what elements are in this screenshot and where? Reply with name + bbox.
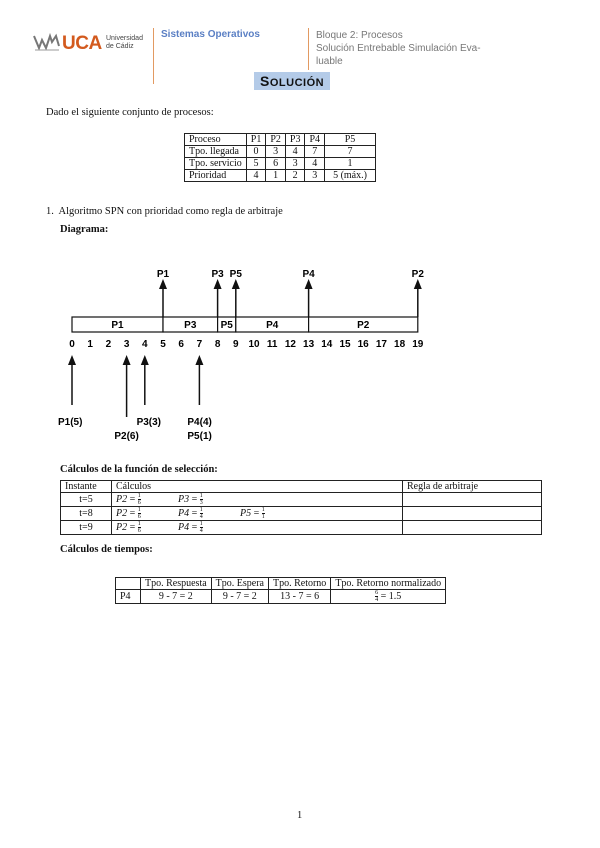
gantt-tick-label: 18	[394, 339, 406, 350]
table-cell: 3	[305, 170, 325, 182]
gantt-tick-label: 12	[284, 339, 296, 350]
selection-ratio: P2 = $\frac{1}{6}$	[116, 521, 141, 534]
table-cell: Tpo. Retorno	[268, 578, 330, 590]
table-cell: 5 (máx.)	[325, 170, 376, 182]
block-title: Bloque 2: Procesos Solución Entrebable Simulación Eva- luable	[316, 30, 481, 67]
selection-ratio: P5 = $\frac{1}{1}$	[240, 507, 265, 520]
gantt-segment-label: P4	[266, 320, 279, 331]
table-row	[185, 170, 376, 182]
table-cell: 5	[246, 158, 266, 170]
table-cell: 13 - 7 = 6	[268, 590, 330, 604]
gantt-tick-label: 5	[160, 339, 166, 350]
selection-ratio: P4 = $\frac{1}{4}$	[178, 507, 203, 520]
process-table	[184, 133, 376, 182]
process-name: P4	[178, 521, 190, 533]
gantt-diagram	[0, 255, 600, 450]
gantt-tick-label: 3	[123, 339, 130, 350]
arrival-label: P2(6)	[114, 431, 139, 442]
table-row	[61, 493, 542, 507]
table-cell: Regla de arbitraje	[403, 481, 542, 493]
page-title: SOLUCIÓN	[254, 72, 330, 90]
table-cell	[116, 578, 141, 590]
fraction: $\frac{1}{3}$	[199, 493, 203, 506]
table-cell: 0	[246, 146, 266, 158]
table-cell	[403, 507, 542, 521]
completion-arrow-head	[159, 279, 167, 289]
gantt-tick-label: 4	[142, 339, 148, 350]
table-cell: 3	[285, 158, 305, 170]
table-cell: Cálculos	[112, 481, 403, 493]
table-cell: Tpo. Retorno normalizado	[331, 578, 446, 590]
list-item-number: 1.	[46, 206, 54, 217]
process-name: P2	[116, 507, 128, 519]
gantt-tick-label: 11	[266, 339, 278, 350]
fraction: $\frac{1}{6}$	[137, 507, 141, 520]
table-cell: Tpo. servicio	[185, 158, 247, 170]
table-cell	[112, 493, 403, 507]
table-cell: 4	[285, 146, 305, 158]
gantt-segment-label: P3	[184, 320, 197, 331]
table-cell: Tpo. llegada	[185, 146, 247, 158]
table-row	[116, 590, 446, 604]
arrival-label: P4(4)	[187, 417, 212, 428]
completion-label: P1	[156, 269, 170, 280]
completion-label: P5	[229, 269, 242, 280]
table-cell: 4	[246, 170, 266, 182]
table-cell: 7	[325, 146, 376, 158]
table-header-row	[61, 481, 542, 493]
table-cell: P1	[246, 134, 266, 146]
gantt-tick-label: 0	[69, 339, 75, 350]
table-cell: P4	[305, 134, 325, 146]
table-row	[61, 507, 542, 521]
table-cell: 1	[325, 158, 376, 170]
table-header-row	[116, 578, 446, 590]
selection-table	[60, 480, 542, 535]
fraction: $\frac{1}{6}$	[137, 493, 141, 506]
process-name: P5	[240, 507, 252, 519]
arrival-arrow-head	[195, 355, 203, 365]
completion-label: P3	[211, 269, 224, 280]
gantt-tick-label: 13	[303, 339, 315, 350]
table-cell: Proceso	[185, 134, 247, 146]
process-name: P3	[178, 493, 190, 505]
list-item	[46, 206, 283, 217]
fraction: $\frac{6}{4}$	[375, 590, 379, 603]
table-row	[61, 521, 542, 535]
arrival-arrow-head	[123, 355, 131, 365]
table-cell: P4	[116, 590, 141, 604]
table-cell: P3	[285, 134, 305, 146]
table-cell: 2	[285, 170, 305, 182]
gantt-tick-label: 17	[375, 339, 387, 350]
gantt-tick-label: 6	[178, 339, 184, 350]
table-header-row	[185, 134, 376, 146]
table-cell: 1	[266, 170, 286, 182]
table-cell: P2	[266, 134, 286, 146]
selection-ratio: P2 = $\frac{1}{6}$	[116, 507, 141, 520]
table-cell: P5	[325, 134, 376, 146]
selection-heading: Cálculos de la función de selección:	[60, 464, 218, 475]
fraction: $\frac{1}{4}$	[199, 521, 203, 534]
university-name: Universidad de Cádiz	[106, 35, 143, 50]
completion-arrow-head	[414, 279, 422, 289]
table-cell: Tpo. Respuesta	[141, 578, 212, 590]
table-cell	[403, 521, 542, 535]
gantt-tick-label: 9	[233, 339, 239, 350]
arrival-label: P3(3)	[136, 417, 162, 428]
gantt-segment-label: P2	[357, 320, 370, 331]
gantt-tick-label: 8	[214, 339, 221, 350]
table-cell: $\frac{6}{4}$ = 1.5	[331, 590, 446, 604]
completion-arrow-head	[305, 279, 313, 289]
table-cell: 3	[266, 146, 286, 158]
completion-label: P4	[302, 269, 315, 280]
selection-ratio: P4 = $\frac{1}{4}$	[178, 521, 203, 534]
gantt-tick-label: 19	[412, 339, 424, 350]
process-name: P4	[178, 507, 190, 519]
table-row	[185, 146, 376, 158]
diagram-label: Diagrama:	[60, 224, 109, 235]
table-cell: 9 - 7 = 2	[211, 590, 268, 604]
table-cell: Prioridad	[185, 170, 247, 182]
table-cell	[403, 493, 542, 507]
fraction: $\frac{1}{1}$	[261, 507, 265, 520]
selection-ratio: P3 = $\frac{1}{3}$	[178, 493, 203, 506]
arrival-arrow-head	[68, 355, 76, 365]
times-table	[115, 577, 446, 604]
gantt-tick-label: 2	[105, 339, 112, 350]
gantt-segment-label: P1	[111, 320, 124, 331]
gantt-tick-label: 10	[248, 339, 260, 350]
table-cell: 6	[266, 158, 286, 170]
intro-text: Dado el siguiente conjunto de procesos:	[46, 107, 214, 118]
gantt-segment-label: P5	[220, 320, 233, 331]
process-name: P2	[116, 521, 128, 533]
table-cell: 7	[305, 146, 325, 158]
completion-arrow-head	[214, 279, 222, 289]
header-divider	[153, 28, 154, 84]
table-cell: t=8	[61, 507, 112, 521]
selection-ratio: P2 = $\frac{1}{6}$	[116, 493, 141, 506]
uca-logo-emblem-icon	[32, 32, 62, 52]
list-item-text: Algoritmo SPN con prioridad como regla de arbitraje	[58, 206, 283, 217]
table-cell	[112, 521, 403, 535]
arrival-label: P1(5)	[58, 417, 83, 428]
fraction: $\frac{1}{6}$	[137, 521, 141, 534]
uca-logo-text: UCA	[62, 33, 102, 54]
table-cell	[112, 507, 403, 521]
table-cell: 9 - 7 = 2	[141, 590, 212, 604]
gantt-tick-label: 14	[321, 339, 333, 350]
gantt-tick-label: 1	[87, 339, 93, 350]
completion-arrow-head	[232, 279, 240, 289]
page-number: 1	[297, 810, 303, 821]
fraction: $\frac{1}{4}$	[199, 507, 203, 520]
arrival-arrow-head	[141, 355, 149, 365]
times-heading: Cálculos de tiempos:	[60, 544, 153, 555]
gantt-tick-label: 15	[339, 339, 351, 350]
header-divider	[308, 28, 309, 70]
process-name: P2	[116, 493, 128, 505]
arrival-label: P5(1)	[187, 431, 212, 442]
table-cell: 4	[305, 158, 325, 170]
table-cell: Instante	[61, 481, 112, 493]
completion-label: P2	[411, 269, 424, 280]
table-cell: t=9	[61, 521, 112, 535]
gantt-tick-label: 16	[357, 339, 369, 350]
course-name: Sistemas Operativos	[161, 29, 260, 40]
table-cell: t=5	[61, 493, 112, 507]
table-row	[185, 158, 376, 170]
gantt-tick-label: 7	[196, 339, 203, 350]
table-cell: Tpo. Espera	[211, 578, 268, 590]
